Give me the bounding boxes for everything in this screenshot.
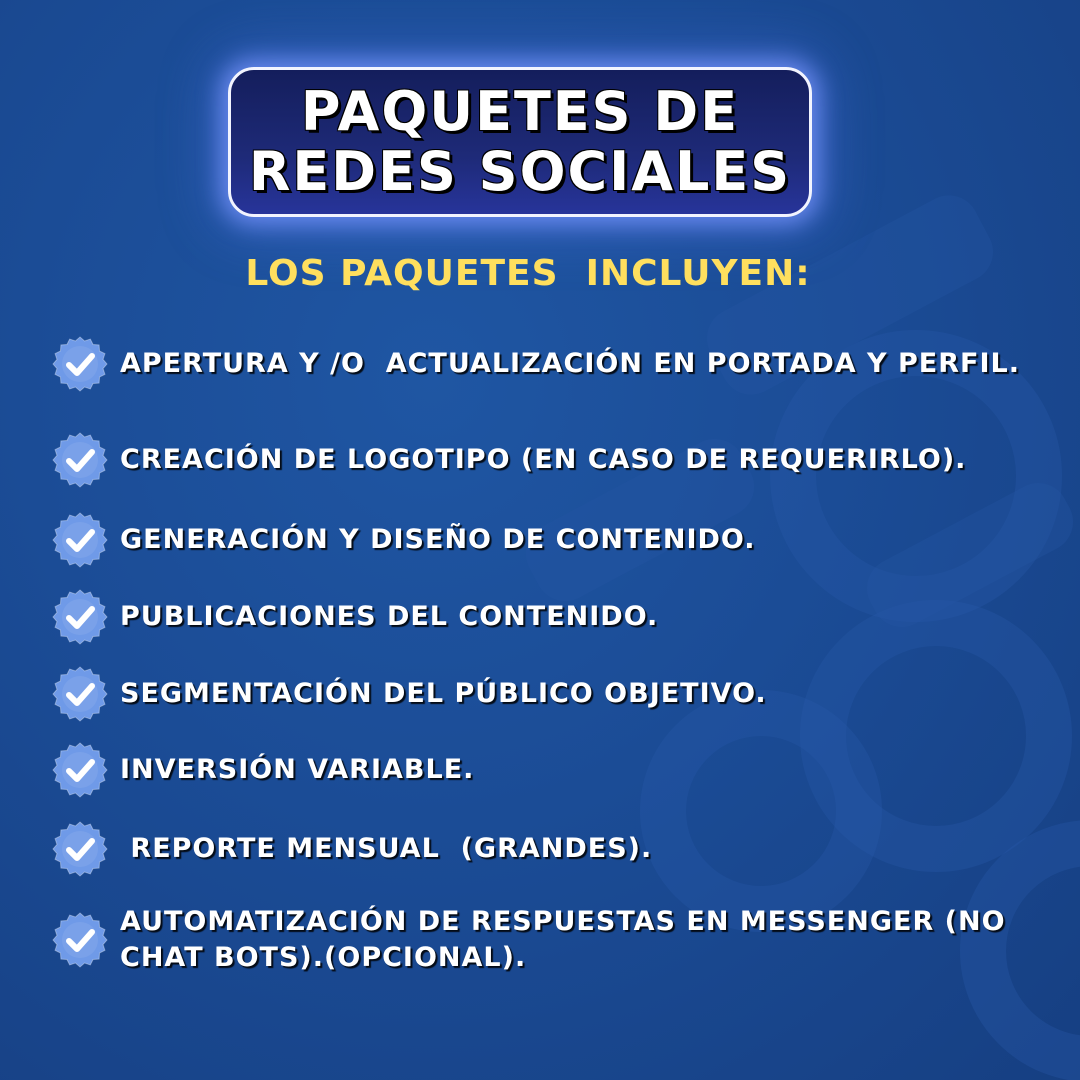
check-badge-icon <box>52 512 108 568</box>
list-item-text: CREACIÓN DE LOGOTIPO (EN CASO DE REQUERIRLO). <box>120 444 967 475</box>
list-item <box>52 821 1042 877</box>
list-item <box>52 904 1042 976</box>
check-badge-icon <box>52 432 108 488</box>
check-badge-icon <box>52 912 108 968</box>
list-item-text: AUTOMATIZACIÓN DE RESPUESTAS EN MESSENGER (NO CHAT BOTS).(OPCIONAL). <box>120 906 1016 973</box>
list-item-text: APERTURA Y /O ACTUALIZACIÓN EN PORTADA Y PERFIL. <box>120 348 1020 379</box>
subtitle: LOS PAQUETES INCLUYEN: <box>245 253 811 294</box>
list-item-text: GENERACIÓN Y DISEÑO DE CONTENIDO. <box>120 524 756 555</box>
title-line-1: PAQUETES DE <box>300 80 740 143</box>
list-item <box>52 742 1042 798</box>
check-badge-icon <box>52 742 108 798</box>
check-badge-icon <box>52 666 108 722</box>
check-badge-icon <box>52 589 108 645</box>
list-item-text: SEGMENTACIÓN DEL PÚBLICO OBJETIVO. <box>120 678 767 709</box>
check-badge-icon <box>52 821 108 877</box>
list-item <box>52 512 1042 568</box>
title-line-2: REDES SOCIALES <box>248 140 792 203</box>
list-item <box>52 589 1042 645</box>
list-item <box>52 432 1042 488</box>
list-item-text: PUBLICACIONES DEL CONTENIDO. <box>120 601 659 632</box>
check-badge-icon <box>52 336 108 392</box>
list-item-text: INVERSIÓN VARIABLE. <box>120 754 475 785</box>
list-item-text: REPORTE MENSUAL (GRANDES). <box>120 833 653 864</box>
list-item <box>52 666 1042 722</box>
list-item <box>52 336 1042 392</box>
